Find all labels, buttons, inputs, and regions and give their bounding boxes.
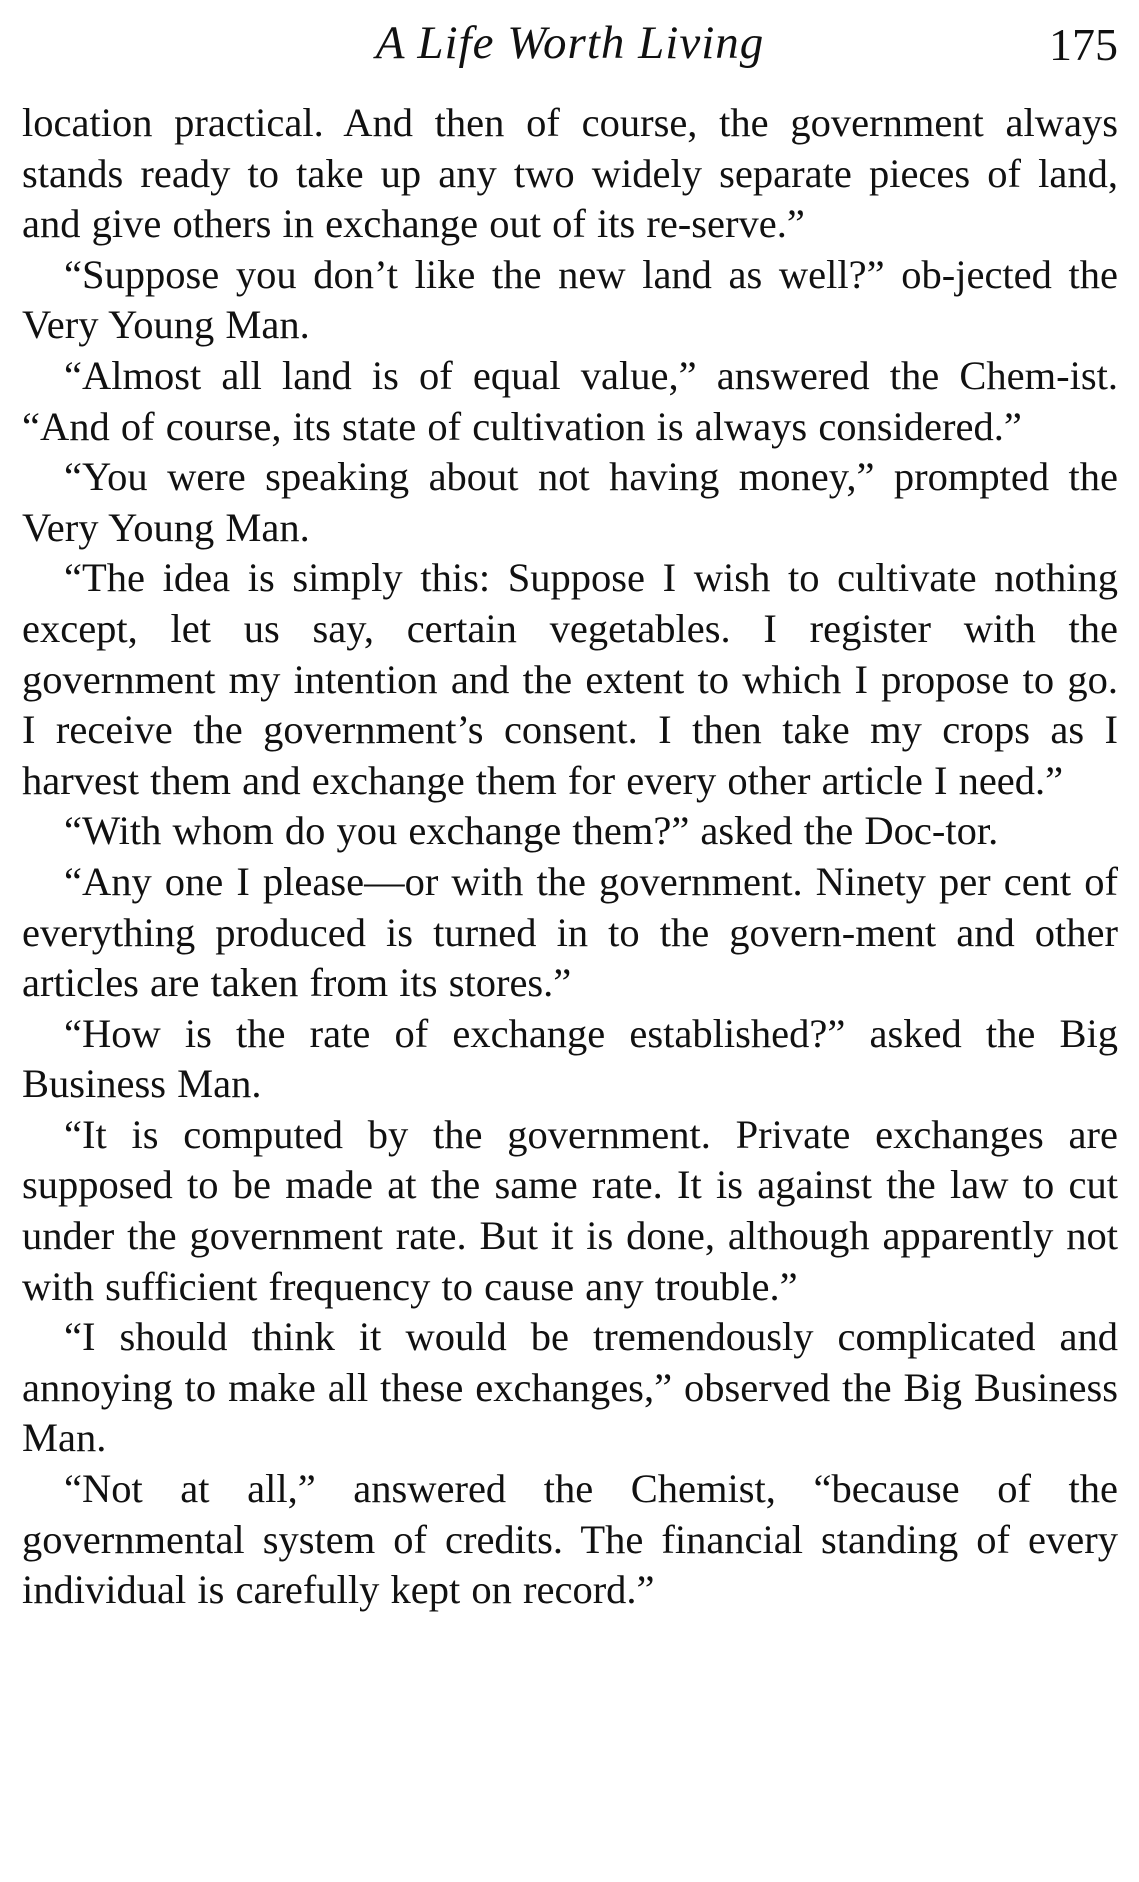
paragraph: “How is the rate of exchange established?” asked the Big Business Man. (22, 1010, 1118, 1107)
page-number: 175 (1049, 19, 1118, 70)
book-page (22, 14, 1118, 1616)
page-header (22, 14, 1118, 76)
paragraph: “It is computed by the government. Private exchanges are supposed to be made at the same rate. It is against the law to cut under the government rate. But it is done, although apparently not with sufficient frequency to cause any trouble.” (22, 1111, 1118, 1309)
paragraph: “You were speaking about not having money,” prompted the Very Young Man. (22, 454, 1118, 550)
paragraph: “Almost all land is of equal value,” answered the Chem-ist. “And of course, its state of cultivation is always considered.” (22, 352, 1118, 449)
paragraph: “The idea is simply this: Suppose I wish to cultivate nothing except, let us say, certain vegetables. I register with the government my intention and the extent to which I propose to go. I receive the government’s consent. I then take my crops as I harvest them and exchange them for every other article I need.” (22, 555, 1118, 803)
paragraph: location practical. And then of course, the government always stands ready to take up any two widely separate pieces of land, and give others in exchange out of its re-serve.” (22, 100, 1118, 247)
paragraph: “With whom do you exchange them?” asked the Doc-tor. (64, 808, 999, 854)
paragraph: “Any one I please—or with the government. Ninety per cent of everything produced is turned in to the govern-ment and other articles are taken from its stores.” (22, 858, 1118, 1006)
paragraph: “Suppose you don’t like the new land as well?” ob-jected the Very Young Man. (22, 251, 1118, 348)
body-text (22, 98, 1118, 1616)
paragraph: “I should think it would be tremendously complicated and annoying to make all these exchanges,” observed the Big Business Man. (22, 1314, 1118, 1461)
running-title: A Life Worth Living (375, 17, 765, 69)
paragraph: “Not at all,” answered the Chemist, “because of the governmental system of credits. The financial standing of every individual is carefully kept on record.” (22, 1466, 1118, 1613)
